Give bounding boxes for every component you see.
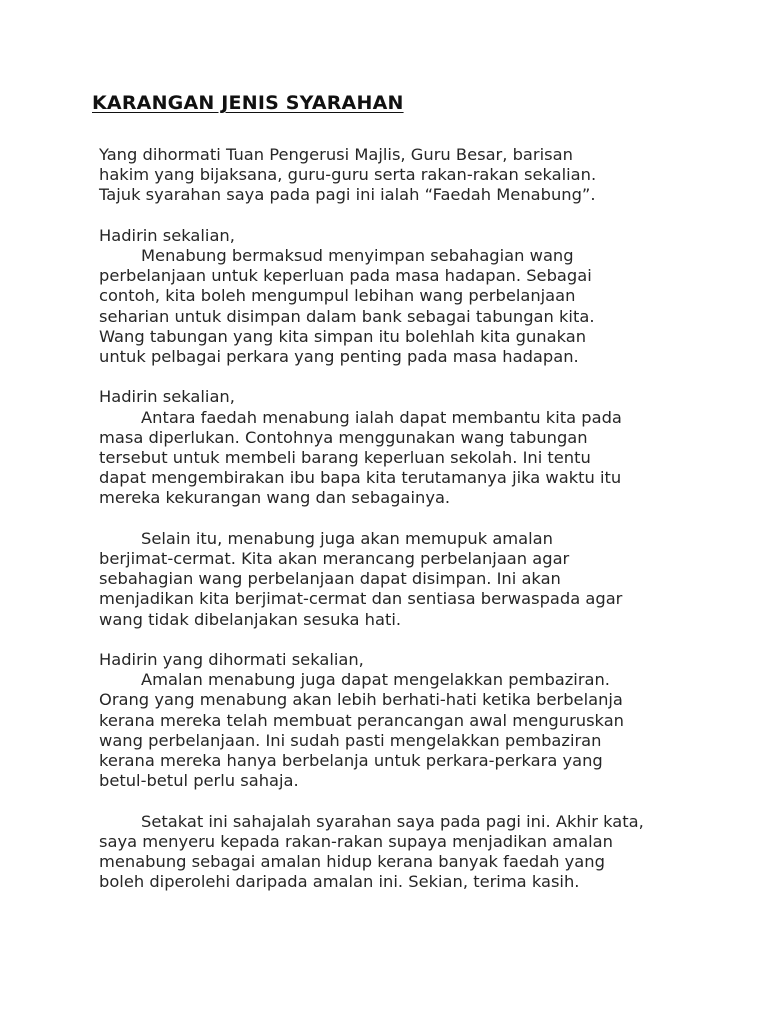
paragraph-benefit-three	[99, 650, 719, 791]
salutation-line: Hadirin sekalian,	[99, 225, 235, 245]
text-line: menabung sebagai amalan hidup kerana banyak faedah yang	[99, 852, 605, 872]
paragraph-benefit-one	[99, 387, 719, 508]
document-body	[99, 145, 719, 913]
text-line: Menabung bermaksud menyimpan sebahagian wang	[141, 246, 574, 265]
text-line: saya menyeru kepada rakan-rakan supaya menjadikan amalan	[99, 831, 613, 851]
text-line: Antara faedah menabung ialah dapat membantu kita pada	[141, 407, 622, 427]
text-line: Amalan menabung juga dapat mengelakkan pembaziran.	[141, 670, 610, 690]
text-line: masa diperlukan. Contohnya menggunakan wang tabungan	[99, 427, 588, 447]
text-line: untuk pelbagai perkara yang penting pada masa hadapan.	[99, 347, 579, 367]
text-line: perbelanjaan untuk keperluan pada masa hadapan. Sebagai	[99, 266, 592, 286]
text-line: Orang yang menabung akan lebih berhati-hati ketika berbelanja	[99, 690, 623, 710]
text-line: hakim yang bijaksana, guru-guru serta rakan-rakan sekalian.	[99, 165, 597, 185]
paragraph-opening	[99, 145, 719, 206]
document-title: KARANGAN JENIS SYARAHAN	[92, 92, 404, 114]
text-line: seharian untuk disimpan dalam bank sebagai tabungan kita.	[99, 306, 595, 326]
text-line: betul-betul perlu sahaja.	[99, 771, 299, 791]
text-line: sebahagian wang perbelanjaan dapat disimpan. Ini akan	[99, 569, 561, 589]
text-line: boleh diperolehi daripada amalan ini. Sekian, terima kasih.	[99, 872, 580, 892]
text-line: mereka kekurangan wang dan sebagainya.	[99, 488, 451, 508]
text-line: contoh, kita boleh mengumpul lebihan wang perbelanjaan	[99, 286, 576, 306]
paragraph-definition	[99, 226, 719, 367]
text-line: Setakat ini sahajalah syarahan saya pada pagi ini. Akhir kata,	[141, 811, 644, 831]
text-line: menjadikan kita berjimat-cermat dan sentiasa berwaspada agar	[99, 589, 623, 609]
paragraph-closing	[99, 812, 719, 893]
text-line: kerana mereka hanya berbelanja untuk perkara-perkara yang	[99, 751, 603, 771]
text-line: Tajuk syarahan saya pada pagi ini ialah “Faedah Menabung”.	[99, 185, 596, 205]
text-line: Yang dihormati Tuan Pengerusi Majlis, Guru Besar, barisan	[99, 145, 573, 164]
text-line: dapat mengembirakan ibu bapa kita terutamanya jika waktu itu	[99, 468, 622, 488]
text-line: Wang tabungan yang kita simpan itu bolehlah kita gunakan	[99, 326, 587, 346]
text-line: tersebut untuk membeli barang keperluan sekolah. Ini tentu	[99, 448, 591, 468]
salutation-line: Hadirin sekalian,	[99, 387, 235, 407]
text-line: Selain itu, menabung juga akan memupuk amalan	[141, 528, 553, 548]
text-line: berjimat-cermat. Kita akan merancang perbelanjaan agar	[99, 549, 570, 569]
paragraph-benefit-two	[99, 529, 719, 630]
text-line: wang perbelanjaan. Ini sudah pasti mengelakkan pembaziran	[99, 730, 602, 750]
text-line: wang tidak dibelanjakan sesuka hati.	[99, 609, 402, 629]
text-line: kerana mereka telah membuat perancangan awal menguruskan	[99, 710, 624, 730]
salutation-line: Hadirin yang dihormati sekalian,	[99, 650, 364, 670]
